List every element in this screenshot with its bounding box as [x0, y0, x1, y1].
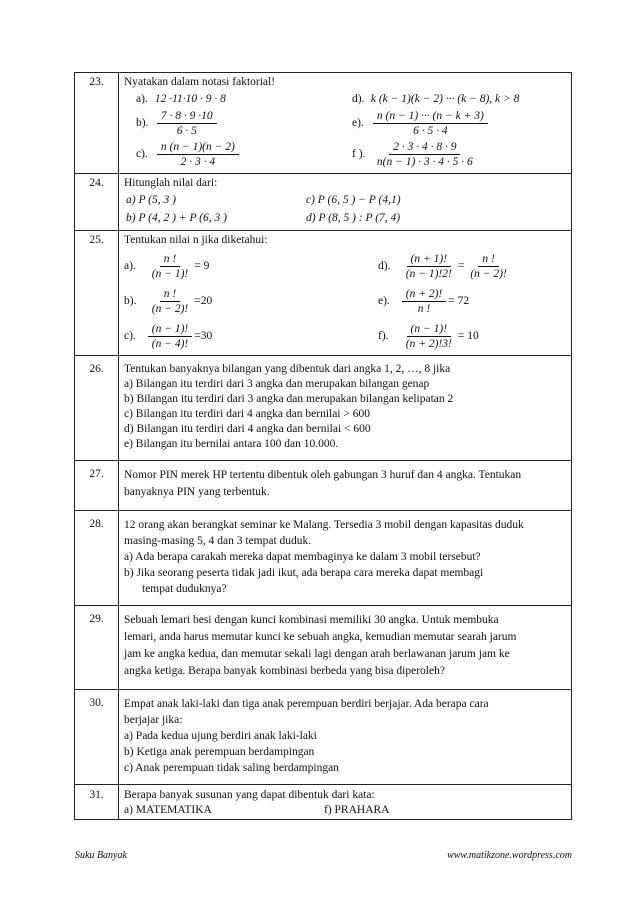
- question-row: [75, 785, 572, 820]
- item-f: f ). $\frac{2 \cdot 3 \cdot 4 \cdot 8 \cdot 9}{n(n - 1) \cdot 3 \cdot 4 \cdot 5 \cdot 6}$: [352, 140, 566, 169]
- item-c: c). $\frac{n (n - 1)(n - 2)}{2 \cdot 3 \cdot 4}$: [124, 140, 346, 169]
- item-b: b). $\frac{n !}{(n - 2)!}$ =20: [124, 288, 213, 315]
- question-number: 28.: [75, 511, 119, 606]
- question-prompt: Tentukan banyaknya bilangan yang dibentuk dari angka 1, 2, …, 8 jika: [124, 363, 451, 375]
- question-row: [75, 231, 572, 356]
- answer-grid: [124, 90, 566, 170]
- question-number: 25.: [75, 231, 119, 356]
- question-row: [75, 606, 572, 690]
- item-d: d). $\frac{(n + 1)!}{(n - 1)!2!}$ = $\frac{n !}{(n - 2)!}$: [352, 252, 566, 281]
- fraction: $\frac{n (n - 1) \cdot\cdot\cdot (n - k + 3)}{6 \cdot 5 \cdot 4}$: [373, 109, 488, 138]
- question-prompt: Tentukan nilai n jika diketahui:: [124, 234, 268, 246]
- question-body: [119, 174, 572, 231]
- answer-grid: [124, 191, 566, 227]
- item-f: f) PRAHARA: [324, 804, 390, 816]
- answer-grid: [124, 251, 566, 352]
- item-f: f). $\frac{(n - 1)!}{(n + 2)!3!}$ = 10: [378, 323, 479, 350]
- question-number: 31.: [75, 785, 119, 820]
- question-body: [119, 73, 572, 174]
- question-body: Nomor PIN merek HP tertentu dibentuk oleh gabungan 3 huruf dan 4 angka. Tentukan banyaknya PIN yang terbentuk.: [119, 461, 572, 511]
- fraction: $\frac{2 \cdot 3 \cdot 4 \cdot 8 \cdot 9}{n(n - 1) \cdot 3 \cdot 4 \cdot 5 \cdot 6}$: [376, 141, 473, 168]
- item-a: a). 12 ·11·10 · 9 · 8: [136, 92, 226, 105]
- item-c: c) P (6, 5 ) − P (4,1): [306, 193, 401, 206]
- list-item: e) Bilangan itu bernilai antara 100 dan 10.000.: [124, 438, 339, 450]
- fraction: $\frac{(n - 1)!}{(n + 2)!3!}$: [405, 323, 452, 350]
- question-number: 29.: [75, 606, 119, 690]
- question-prompt: Hitunglah nilai dari:: [124, 177, 218, 189]
- question-body: 12 orang akan berangkat seminar ke Malang. Tersedia 3 mobil dengan kapasitas duduk masing-masing 5, 4 dan 3 tempat duduk. a) Ada berapa carakah mereka dapat membaginya ke dalam 3 mobil tersebut? b) Jika seorang peserta tidak jadi ikut, ada berapa cara mereka dapat membagi tempat duduknya?: [119, 511, 572, 606]
- list-item: c) Bilangan itu terdiri dari 4 angka dan bernilai > 600: [124, 408, 370, 420]
- fraction: $\frac{n (n - 1)(n - 2)}{2 \cdot 3 \cdot 4}$: [157, 140, 239, 169]
- list-item: d) Bilangan itu terdiri dari 4 angka dan bernilai < 600: [124, 423, 371, 435]
- item-e: e). $\frac{(n + 2)!}{n !}$ = 72: [378, 288, 470, 315]
- question-body: [119, 231, 572, 356]
- item-e: e). $\frac{n (n - 1) \cdot\cdot\cdot (n - k + 3)}{6 \cdot 5 \cdot 4}$: [352, 109, 566, 138]
- item-a: a) MATEMATIKA: [124, 804, 212, 816]
- question-number: 27.: [75, 461, 119, 511]
- question-row: [75, 461, 572, 511]
- list-item: a) Bilangan itu terdiri dari 3 angka dan merupakan bilangan genap: [124, 378, 430, 390]
- question-row: [75, 356, 572, 461]
- exercise-table: [74, 72, 572, 820]
- item-a: a). $\frac{n !}{(n - 1)!}$ = 9: [124, 253, 210, 280]
- question-row: [75, 511, 572, 606]
- item-b: b). $\frac{7 \cdot 8 \cdot 9 \cdot 10}{6 \cdot 5}$: [124, 109, 346, 138]
- footer-url: www.matikzone.wordpress.com: [447, 850, 572, 861]
- question-number: 24.: [75, 174, 119, 231]
- question-body: Sebuah lemari besi dengan kunci kombinasi memiliki 30 angka. Untuk membuka lemari, anda harus memutar kunci ke sebuah angka, kemudian memutar searah jarum jam ke angka kedua, dan memutar sekali lagi dengan arah berlawanan jarum jam ke angka ketiga. Berapa banyak kombinasi berbeda yang bisa diperoleh?: [119, 606, 572, 690]
- question-row: [75, 690, 572, 785]
- question-body: Empat anak laki-laki dan tiga anak perempuan berdiri berjajar. Ada berapa cara berjajar jika: a) Pada kedua ujung berdiri anak laki-laki b) Ketiga anak perempuan berdampingan c) Anak perempuan tidak saling berdampingan: [119, 690, 572, 785]
- item-b: b) P (4, 2 ) + P (6, 3 ): [126, 211, 227, 224]
- question-body: [119, 785, 572, 820]
- question-prompt: Nyatakan dalam notasi faktorial!: [124, 76, 276, 88]
- fraction: $\frac{(n - 1)!}{(n - 4)!}$: [148, 322, 193, 351]
- fraction: $\frac{7 \cdot 8 \cdot 9 \cdot 10}{6 \cdot 5}$: [157, 109, 217, 138]
- question-row: [75, 73, 572, 174]
- fraction: $\frac{n !}{(n - 1)!}$: [151, 253, 189, 280]
- question-number: 23.: [75, 73, 119, 174]
- item-a: a) P (5, 3 ): [126, 193, 176, 206]
- list-item: b) Bilangan itu terdiri dari 3 angka dan merupakan bilangan kelipatan 2: [124, 393, 454, 405]
- fraction: $\frac{(n + 2)!}{n !}$: [402, 287, 447, 316]
- item-d: d). k (k − 1)(k − 2) ··· (k − 8), k > 8: [352, 92, 520, 105]
- question-row: [75, 174, 572, 231]
- item-c: c). $\frac{(n - 1)!}{(n - 4)!}$ =30: [124, 323, 213, 350]
- question-number: 30.: [75, 690, 119, 785]
- fraction: $\frac{n !}{(n - 2)!}$: [151, 288, 189, 315]
- item-d: d) P (8, 5 ) : P (7, 4): [306, 211, 401, 224]
- question-number: 26.: [75, 356, 119, 461]
- question-body: [119, 356, 572, 461]
- question-prompt: Berapa banyak susunan yang dapat dibentuk dari kata:: [124, 789, 375, 801]
- fraction: $\frac{(n + 1)!}{(n - 1)!2!}$: [405, 253, 452, 280]
- fraction: $\frac{n !}{(n - 2)!}$: [470, 253, 507, 280]
- footer-title: Suku Banyak: [75, 850, 127, 861]
